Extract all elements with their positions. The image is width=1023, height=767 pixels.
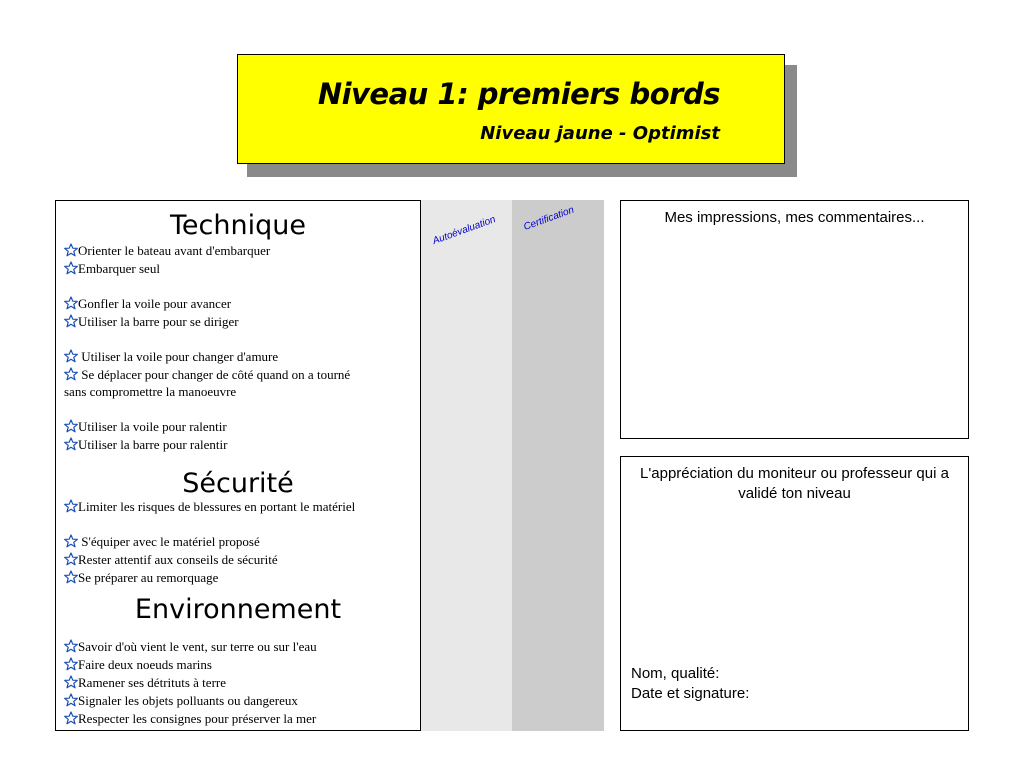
skill-item: Utiliser la barre pour se diriger — [64, 313, 364, 330]
skill-item: S'équiper avec le matériel proposé — [64, 533, 364, 550]
name-label: Nom, qualité: — [631, 665, 720, 682]
star-outline-icon — [64, 552, 78, 566]
skills-panel — [55, 200, 604, 731]
star-outline-icon — [64, 261, 78, 275]
skill-item: Respecter les consignes pour préserver la mer — [64, 710, 364, 727]
skill-item: Rester attentif aux conseils de sécurité — [64, 551, 364, 568]
impressions-heading: Mes impressions, mes commentaires... — [664, 209, 925, 226]
skill-item: Utiliser la voile pour ralentir — [64, 418, 364, 435]
signature-block — [631, 664, 749, 704]
skill-item: Limiter les risques de blessures en portant le matériel — [64, 498, 364, 515]
star-outline-icon — [64, 693, 78, 707]
star-outline-icon — [64, 570, 78, 584]
star-outline-icon — [64, 367, 78, 381]
skill-item: Se déplacer pour changer de côté quand on a tourné sans compromettre la manoeuvre — [64, 367, 351, 399]
skill-item: Embarquer seul — [64, 260, 364, 277]
star-outline-icon — [64, 675, 78, 689]
skill-item: Gonfler la voile pour avancer — [64, 295, 364, 312]
star-outline-icon — [64, 296, 78, 310]
certification-label: Certification — [522, 204, 576, 233]
date-label: Date et signature: — [631, 685, 750, 702]
skill-item: Signaler les objets polluants ou dangereux — [64, 692, 364, 709]
appreciation-heading: L'appréciation du moniteur ou professeur qui a validé ton niveau — [640, 465, 949, 502]
skill-item: Utiliser la barre pour ralentir — [64, 436, 364, 453]
autoevaluation-column — [420, 200, 513, 731]
star-outline-icon — [64, 534, 78, 548]
star-outline-icon — [64, 499, 78, 513]
section-title-securite: Sécurité — [182, 468, 294, 499]
page-title: Niveau 1: premiers bords — [317, 77, 720, 111]
skill-item: Savoir d'où vient le vent, sur terre ou sur l'eau — [64, 638, 364, 655]
impressions-box[interactable] — [620, 200, 969, 439]
star-outline-icon — [64, 243, 78, 257]
section-title-environnement: Environnement — [134, 594, 342, 625]
section-title-technique: Technique — [170, 210, 306, 241]
autoevaluation-label: Autoévaluation — [431, 214, 498, 247]
skill-item: Ramener ses détrituts à terre — [64, 674, 364, 691]
star-outline-icon — [64, 711, 78, 725]
star-outline-icon — [64, 657, 78, 671]
page-subtitle: Niveau jaune - Optimist — [480, 123, 720, 144]
star-outline-icon — [64, 419, 78, 433]
star-outline-icon — [64, 437, 78, 451]
skill-item: Faire deux noeuds marins — [64, 656, 364, 673]
appreciation-box[interactable] — [620, 456, 969, 731]
star-outline-icon — [64, 639, 78, 653]
skill-item: Utiliser la voile pour changer d'amure — [64, 348, 364, 365]
star-outline-icon — [64, 314, 78, 328]
skill-item: Se préparer au remorquage — [64, 569, 364, 586]
certification-column — [512, 200, 604, 731]
skill-item: Orienter le bateau avant d'embarquer — [64, 242, 364, 259]
title-banner — [237, 54, 785, 164]
star-outline-icon — [64, 349, 78, 363]
